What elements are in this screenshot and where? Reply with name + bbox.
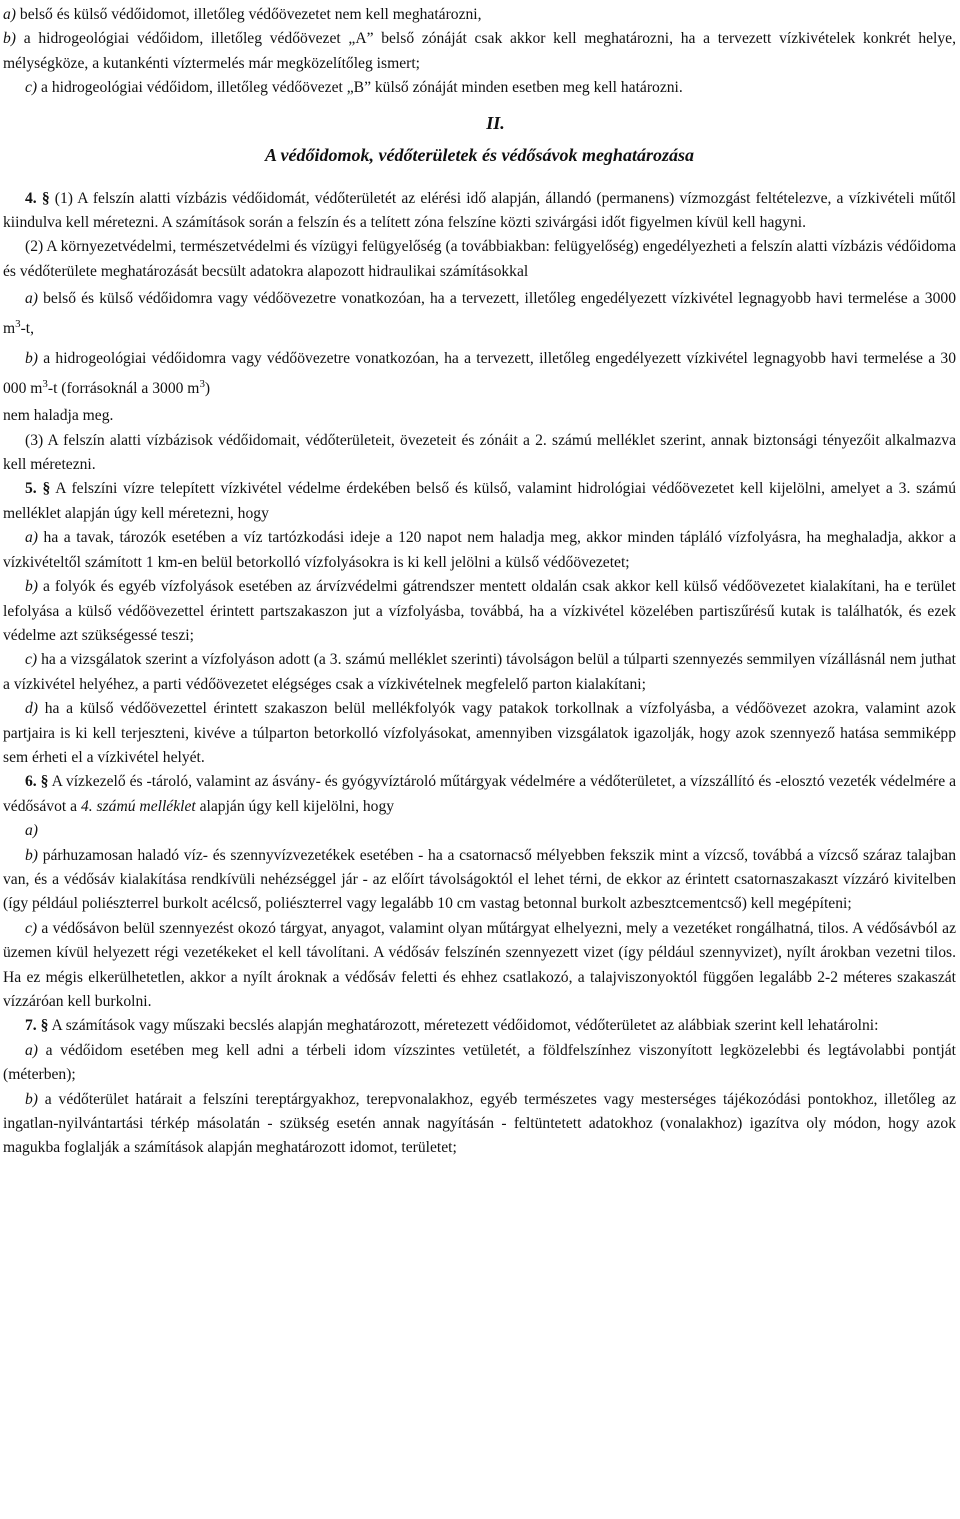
paragraph-number: 5.	[25, 480, 37, 498]
item-c-top	[3, 76, 956, 100]
item-4-a	[3, 284, 956, 344]
item-5-b	[3, 575, 956, 648]
item-a-top	[3, 3, 956, 27]
paragraph-text: alapján úgy kell kijelölni, hogy	[195, 797, 395, 815]
item-label: b)	[25, 1090, 38, 1108]
item-text: a védőidom esetében meg kell adni a térbeli idom vízszintes vetületét, a földfelszínhez viszonyított legközelebbi és legtávolabbi pontját (méterben);	[3, 1041, 956, 1084]
item-text: )	[204, 380, 211, 398]
item-label: a)	[25, 1041, 38, 1059]
item-text: ha a külső védőövezettel érintett szakaszon belül mellékfolyók vagy patakok torkollnak a vízfolyásba, a védőövezet azokra, valamint azok partjaira is ki kell terjeszteni, kivéve a túlparton betorkolló vízfolyásokat, amennyiben vizsgálatok igazolják, hogy azok szennyező hatása semmiképp sem érheti el a vízkivétel helyét.	[3, 700, 956, 766]
item-4-b-end: nem haladja meg.	[3, 407, 114, 425]
item-label: d)	[25, 700, 38, 718]
item-label: b)	[25, 578, 38, 596]
item-text: -t,	[20, 320, 35, 338]
superscript: 3	[42, 378, 48, 391]
item-text: belső és külső védőidomot, illetőleg védőövezetet nem kell meghatározni,	[16, 6, 482, 23]
item-text: belső és külső védőidomra vagy védőövezetre vonatkozóan, ha a tervezett, illetőleg engedélyezett vízkivétel legnagyobb havi termelése a 3000 m	[3, 290, 956, 338]
section-sign: §	[36, 189, 50, 207]
paragraph-text: A vízkezelő és -tároló, valamint az ásvány- és gyógyvíztároló műtárgyak védelmére a védőterületet, a vízszállító és -elosztó vezeték védelmére a védősávot a	[3, 773, 956, 815]
item-b-top	[3, 27, 956, 76]
item-text: ha a vizsgálatok szerint a vízfolyáson adott (a 3. számú melléklet szerinti) távolságon belül a túlparti szennyezés semmilyen vízállásnál nem juthat a vízkivétel helyéhez, a parti védőövezetet elégséges csak a vízkivételnek megfelelő parton kialakítani;	[3, 651, 956, 693]
annex-reference: 4. számú melléklet	[80, 797, 196, 815]
item-6-b	[3, 844, 956, 917]
item-label: b)	[25, 350, 38, 368]
item-text: párhuzamosan haladó víz- és szennyvízvezetékek esetében - ha a csatornacső mélyebben fekszik mint a vízcső, továbbá a vízcső száraz talajban van, és a védősáv kialakítása rendkívüli nehézséggel jár - az előírt távolságoktól el lehet térni, de ekkor az érintett csatornaszakaszt vízzáró kivitelben (így például poliészterrel burkolt acélcső, poliészterrel vagy legalább 10 cm vastag betonnal burkolt azbesztcementcső) kell megépíteni;	[3, 846, 956, 913]
item-text: a hidrogeológiai védőidomra vagy védőövezetre vonatkozóan, ha a tervezett, illetőleg engedélyezett vízkivétel legnagyobb havi termelése a 30 000 m	[3, 350, 956, 398]
paragraph-4-2: (2) A környezetvédelmi, természetvédelmi és vízügyi felügyelőség (a továbbiakban: felügyelőség) engedélyezheti a felszín alatti vízbázis védőidoma és védőterülete meghatározását becsült adatokra alapozott hidraulikai számításokkal	[3, 238, 956, 280]
item-label: c)	[25, 79, 38, 97]
superscript: 3	[15, 318, 21, 331]
section-title: A védőidomok, védőterületek és védősávok meghatározása	[265, 144, 694, 165]
item-label: a)	[3, 6, 16, 23]
item-text: -t (forrásoknál a 3000 m	[47, 380, 200, 398]
item-label: b)	[25, 846, 38, 864]
item-text: a hidrogeológiai védőidom, illetőleg védőövezet „A” belső zónáját csak akkor kell meghatározni, ha a tervezett vízkivételek konkrét helye, mélységköze, a kutankénti víztermelés már megközelítőleg ismert;	[3, 30, 956, 72]
section-sign: §	[36, 1017, 49, 1035]
item-5-c	[3, 648, 956, 697]
item-label: b)	[3, 30, 16, 48]
item-6-c	[3, 917, 956, 1015]
item-text: a védősávon belül szennyezést okozó tárgyat, anyagot, valamint olyan műtárgyat elhelyezni, mely a vezetéket rongálhatná, tilos. A védősávból az üzemen kívül helyezett régi vezetékeket el kell távolítani. A védősáv felszínén szennyezett vizet (így például szennyvizet), nyílt árokban vezetni tilos. Ha ez mégis elkerülhetetlen, akkor a nyílt ároknak a védősáv feletti és ehhez csatlakozó, a talajviszonyoktól függően legalább 2-2 méteres szakaszát vízzáróan kell burkolni.	[3, 919, 956, 1010]
item-6-a	[3, 819, 956, 843]
item-7-b	[3, 1088, 956, 1161]
item-text: a folyók és egyéb vízfolyások esetében az árvízvédelmi gátrendszer mentett oldalán csak akkor kell külső védőövezetet kialakítani, ha e terület lefolyása a külső védőövezettel érintett partszakaszon jut a vízfolyásba, továbbá, ha a vízkivétel közelében partiszűrésű kutak is találhatók, és ezek védelme azt szükségessé teszi;	[3, 578, 956, 644]
paragraph-text: A számítások vagy műszaki becslés alapján meghatározott, méretezett védőidomot, védőterületet az alábbiak szerint kell lehatárolni:	[48, 1017, 879, 1035]
item-7-a	[3, 1039, 956, 1088]
paragraph-number: 7.	[25, 1017, 37, 1035]
section-number: II.	[486, 112, 505, 133]
paragraph-number: 4.	[25, 189, 37, 207]
item-5-d	[3, 697, 956, 770]
item-label: c)	[25, 919, 38, 937]
section-sign: §	[36, 480, 51, 498]
paragraph-4-3: (3) A felszín alatti vízbázisok védőidomait, védőterületeit, övezeteit és zónáit a 2. számú melléklet szerint, annak biztonsági tényezőit alkalmazva kell méretezni.	[3, 431, 956, 474]
item-4-b	[3, 344, 956, 404]
document-page	[3, 3, 956, 1161]
paragraph-text: A felszíni vízre telepített vízkivétel védelme érdekében belső és külső, valamint hidrológiai védőövezetet kell kijelölni, amelyet a 3. számú melléklet alapján úgy kell méretezni, hogy	[3, 480, 956, 522]
paragraph-6	[3, 770, 956, 819]
paragraph-number: 6.	[25, 773, 37, 791]
paragraph-5	[3, 477, 956, 526]
paragraph-7	[3, 1014, 956, 1038]
item-text: a védőterület határait a felszíni tereptárgyakhoz, terepvonalakhoz, egyéb természetes vagy mesterséges tájékozódási pontokhoz, illetőleg az ingatlan-nyilvántartási térkép másolatán - szükség esetén annak nagyításán - feltüntetett adatokhoz (vonalakhoz) igazítva oly módon, hogy azok magukba foglalják a számítások alapján meghatározott idomot, területet;	[3, 1090, 956, 1157]
paragraph-text: (1) A felszín alatti vízbázis védőidomát, védőterületét az elérési idő alapján, állandó (permanens) vízmozgást feltételezve, a vízkivételi műtől kiindulva kell méretezni. A számítások során a felszín és a telített zóna felszíne közti szivárgási időt figyelmen kívül kell hagyni.	[3, 189, 956, 232]
item-label: a)	[25, 822, 38, 840]
item-text: a hidrogeológiai védőidom, illetőleg védőövezet „B” külső zónáját minden esetben meg kell határozni.	[37, 79, 683, 97]
item-5-a	[3, 526, 956, 575]
section-sign: §	[36, 773, 49, 791]
item-label: c)	[25, 651, 38, 669]
paragraph-4-1	[3, 187, 956, 236]
item-label: a)	[25, 290, 38, 308]
superscript: 3	[199, 378, 205, 391]
item-text: ha a tavak, tározók esetében a víz tartózkodási ideje a 120 napot nem haladja meg, akkor minden tápláló vízfolyásra, ha meghaladja, akkor a vízkivételtől számított 1 km-en belül betorkolló vízfolyásokra is ki kell jelölni a külső védőövezetet;	[3, 529, 956, 571]
item-label: a)	[25, 529, 38, 547]
